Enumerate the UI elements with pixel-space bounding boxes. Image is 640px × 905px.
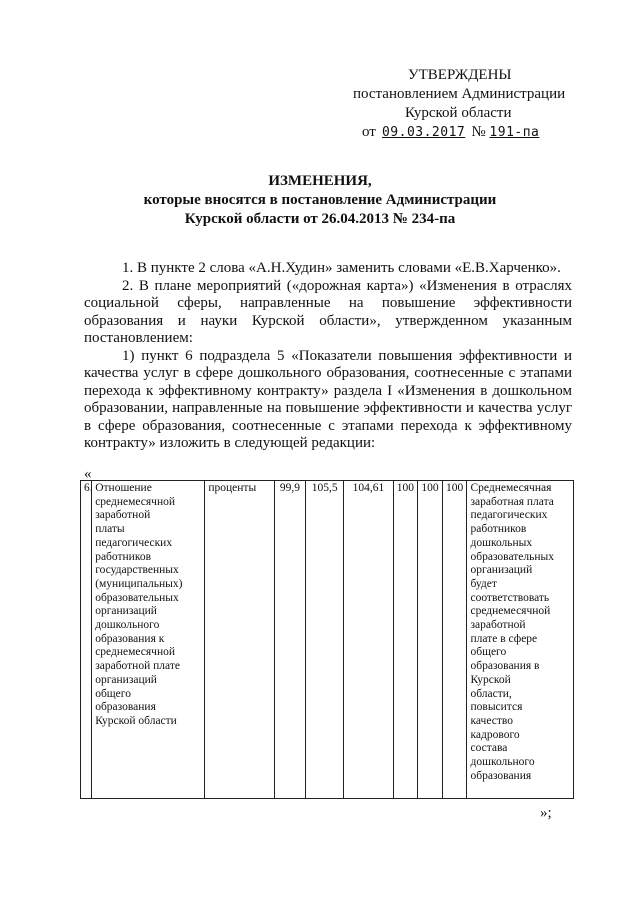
table-row — [81, 481, 574, 799]
paragraph-1: 1. В пункте 2 слова «А.Н.Худин» заменить словами «Е.В.Харченко». — [122, 260, 561, 276]
approval-authority: постановлением Администрации — [353, 86, 566, 102]
heading-line-1: ИЗМЕНЕНИЯ, — [268, 173, 372, 189]
approval-title: УТВЕРЖДЕНЫ — [408, 67, 512, 83]
value-cell: 99,9 — [274, 481, 305, 799]
value-cell: 105,5 — [306, 481, 344, 799]
quote-open: « — [84, 466, 92, 482]
unit-cell: проценты — [205, 481, 274, 799]
quote-close: »; — [540, 805, 552, 821]
row-number: 6. — [81, 481, 92, 799]
heading-line-3: Курской области от 26.04.2013 № 234-па — [184, 211, 456, 227]
value-cell: 100 — [393, 481, 418, 799]
approval-stamp — [340, 66, 580, 142]
approval-number: 191-па — [489, 125, 540, 140]
value-cell: 104,61 — [344, 481, 393, 799]
from-label: от — [362, 124, 376, 140]
number-label: № — [471, 124, 486, 140]
paragraph-2: 2. В плане мероприятий («дорожная карта») «Изменения в отраслях социальной сферы, направленные на повышение эффективности образования и науки Курской области», утвержденном указанным постановлением: — [84, 277, 572, 346]
value-cell: 100 — [418, 481, 443, 799]
document-body — [84, 260, 572, 453]
value-cell: 100 — [442, 481, 467, 799]
approval-region: Курской области — [405, 105, 512, 121]
indicator-table — [80, 480, 574, 799]
expected-result: Среднемесячная заработная плата педагогических работников дошкольных образовательных организаций будет соответствовать среднемесячной заработной плате в сфере общего образования в Курской области, повысится качество кадрового состава дошкольного образования — [467, 481, 574, 799]
indicator-name: Отношение среднемесячной заработной платы педагогических работников государственных (муниципальных) образовательных организаций дошкольного образования к среднемесячной заработной плате организаций общего образования Курской области — [92, 481, 205, 799]
heading-line-2: которые вносятся в постановление Администрации — [143, 192, 497, 208]
approval-date-line — [340, 123, 580, 142]
paragraph-3: 1) пункт 6 подраздела 5 «Показатели повышения эффективности и качества услуг в сфере дошкольного образования, соотнесенные с этапами перехода к эффективному контракту» раздела I «Изменения в дошкольном образовании, направленные на повышение эффективности и качества услуг в сфере образования, соотнесенные с этапами перехода к эффективному контракту» изложить в следующей редакции: — [84, 347, 572, 451]
approval-date: 09.03.2017 — [381, 125, 466, 140]
document-heading — [0, 172, 640, 229]
